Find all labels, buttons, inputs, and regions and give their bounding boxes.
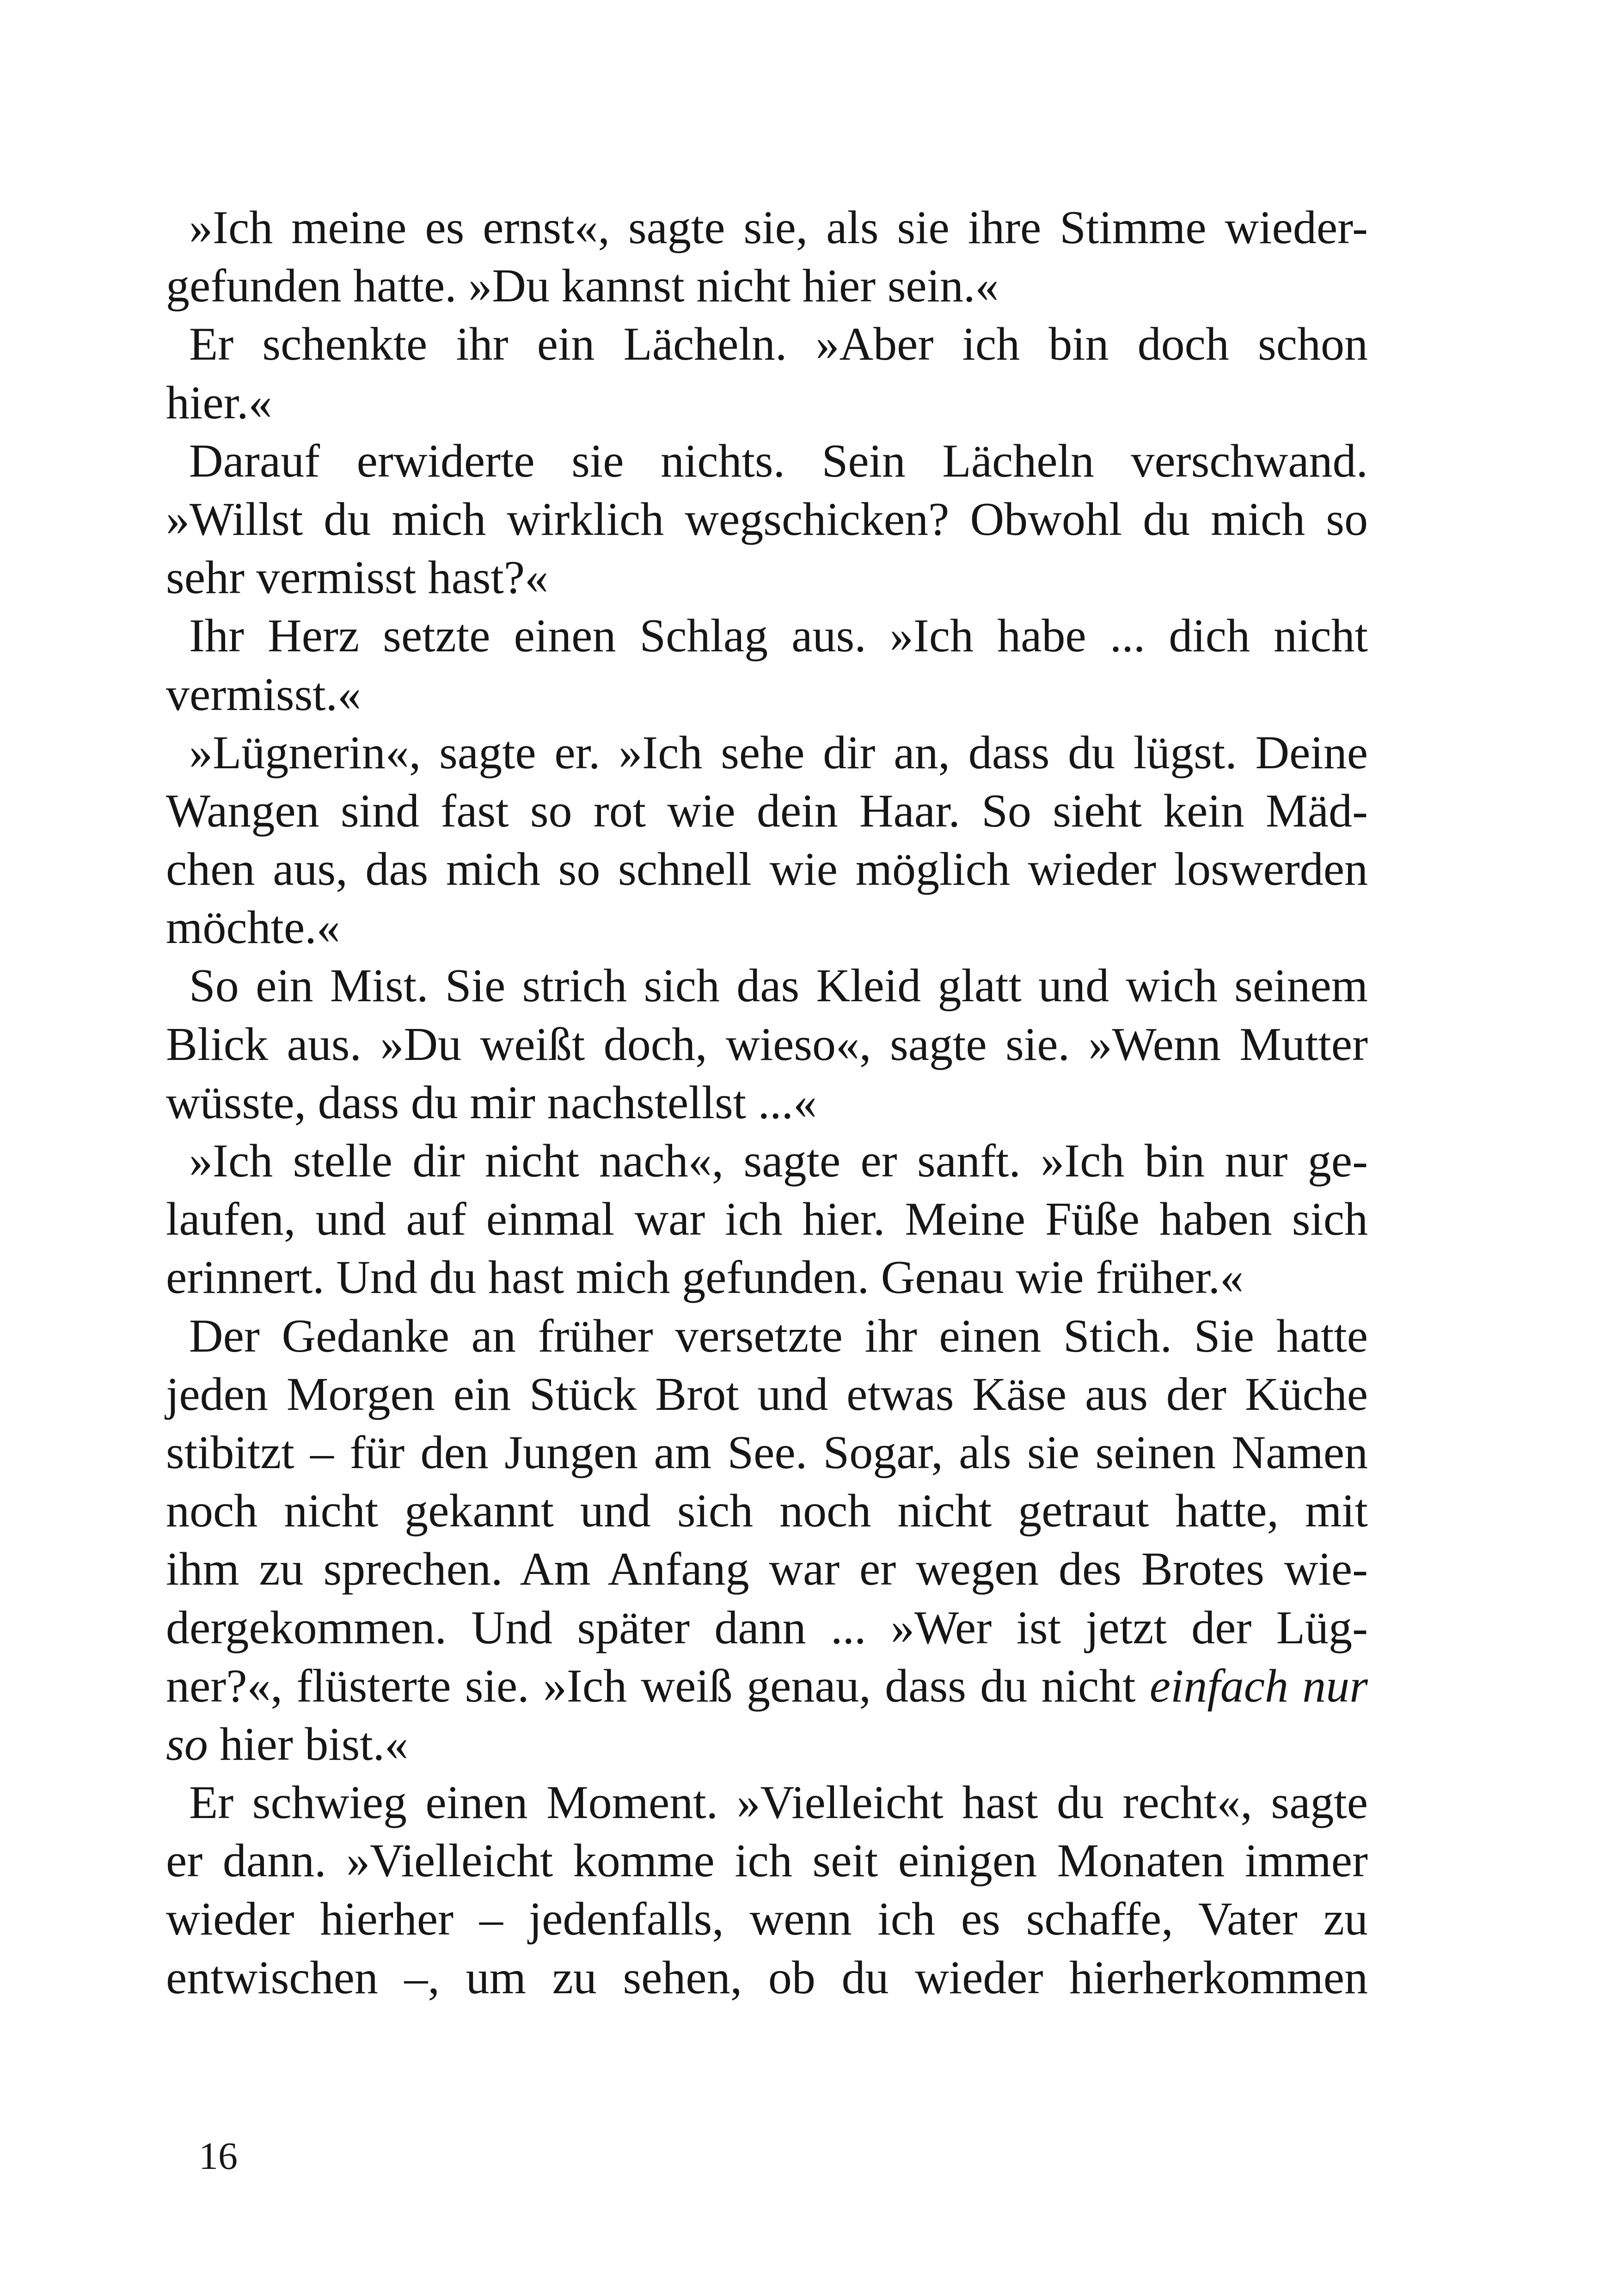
- text-line: [166, 1715, 1368, 1774]
- text-line: vermisst.«: [166, 668, 362, 721]
- text-line: »Lügnerin«, sagte er. »Ich sehe dir an, dass du lügst. Deine: [189, 726, 1368, 779]
- text-line: sehr vermisst hast?«: [166, 551, 549, 604]
- emphasis-text: einfach nur: [1149, 1659, 1368, 1712]
- text-segment: ner?«, flüsterte sie. »Ich weiß genau, dass du nicht: [166, 1659, 1150, 1712]
- text-line: laufen, und auf einmal war ich hier. Meine Füße haben sich: [166, 1193, 1368, 1246]
- text-line: wüsste, dass du mir nachstellst ...«: [166, 1076, 817, 1129]
- text-line: Er schenkte ihr ein Lächeln. »Aber ich bin doch schon: [189, 318, 1368, 371]
- text-line: Darauf erwiderte sie nichts. Sein Lächeln verschwand.: [189, 435, 1368, 487]
- text-line: Der Gedanke an früher versetzte ihr einen Stich. Sie hatte: [189, 1310, 1368, 1362]
- text-line: Blick aus. »Du weißt doch, wieso«, sagte sie. »Wenn Mutter: [166, 1018, 1368, 1071]
- text-line: noch nicht gekannt und sich noch nicht getraut hatte, mit: [166, 1485, 1368, 1537]
- text-line: Wangen sind fast so rot wie dein Haar. So sieht kein Mäd-: [166, 784, 1368, 837]
- page-number: 16: [199, 2135, 238, 2178]
- text-line: jeden Morgen ein Stück Brot und etwas Käse aus der Küche: [166, 1368, 1368, 1420]
- text-line: hier.«: [166, 376, 272, 429]
- text-line: wieder hierher – jedenfalls, wenn ich es schaffe, Vater zu: [166, 1893, 1368, 1946]
- body-text: [166, 199, 1368, 2007]
- text-line: chen aus, das mich so schnell wie möglich wieder loswerden: [166, 843, 1368, 896]
- text-line: So ein Mist. Sie strich sich das Kleid glatt und wich seinem: [189, 960, 1368, 1012]
- text-line: dergekommen. Und später dann ... »Wer ist jetzt der Lüg-: [166, 1601, 1368, 1654]
- text-line: erinnert. Und du hast mich gefunden. Genau wie früher.«: [166, 1251, 1244, 1304]
- emphasis-text: so: [166, 1718, 208, 1770]
- text-line: Er schwieg einen Moment. »Vielleicht hast du recht«, sagte: [189, 1776, 1368, 1829]
- text-line: entwischen –, um zu sehen, ob du wieder hierherkommen: [166, 1951, 1368, 2004]
- text-line: gefunden hatte. »Du kannst nicht hier sein.«: [166, 260, 999, 312]
- text-line: Ihr Herz setzte einen Schlag aus. »Ich habe ... dich nicht: [189, 610, 1368, 662]
- text-line: er dann. »Vielleicht komme ich seit einigen Monaten immer: [166, 1835, 1368, 1887]
- text-line: »Ich meine es ernst«, sagte sie, als sie ihre Stimme wieder-: [189, 202, 1368, 254]
- text-line: ihm zu sprechen. Am Anfang war er wegen des Brotes wie-: [166, 1543, 1368, 1596]
- text-line: [166, 1657, 1368, 1715]
- text-line: möchte.«: [166, 901, 340, 954]
- text-line: stibitzt – für den Jungen am See. Sogar, als sie seinen Namen: [166, 1426, 1368, 1479]
- text-line: »Willst du mich wirklich wegschicken? Obwohl du mich so: [166, 493, 1368, 545]
- text-segment: hier bist.«: [208, 1718, 409, 1770]
- text-line: »Ich stelle dir nicht nach«, sagte er sanft. »Ich bin nur ge-: [189, 1135, 1368, 1187]
